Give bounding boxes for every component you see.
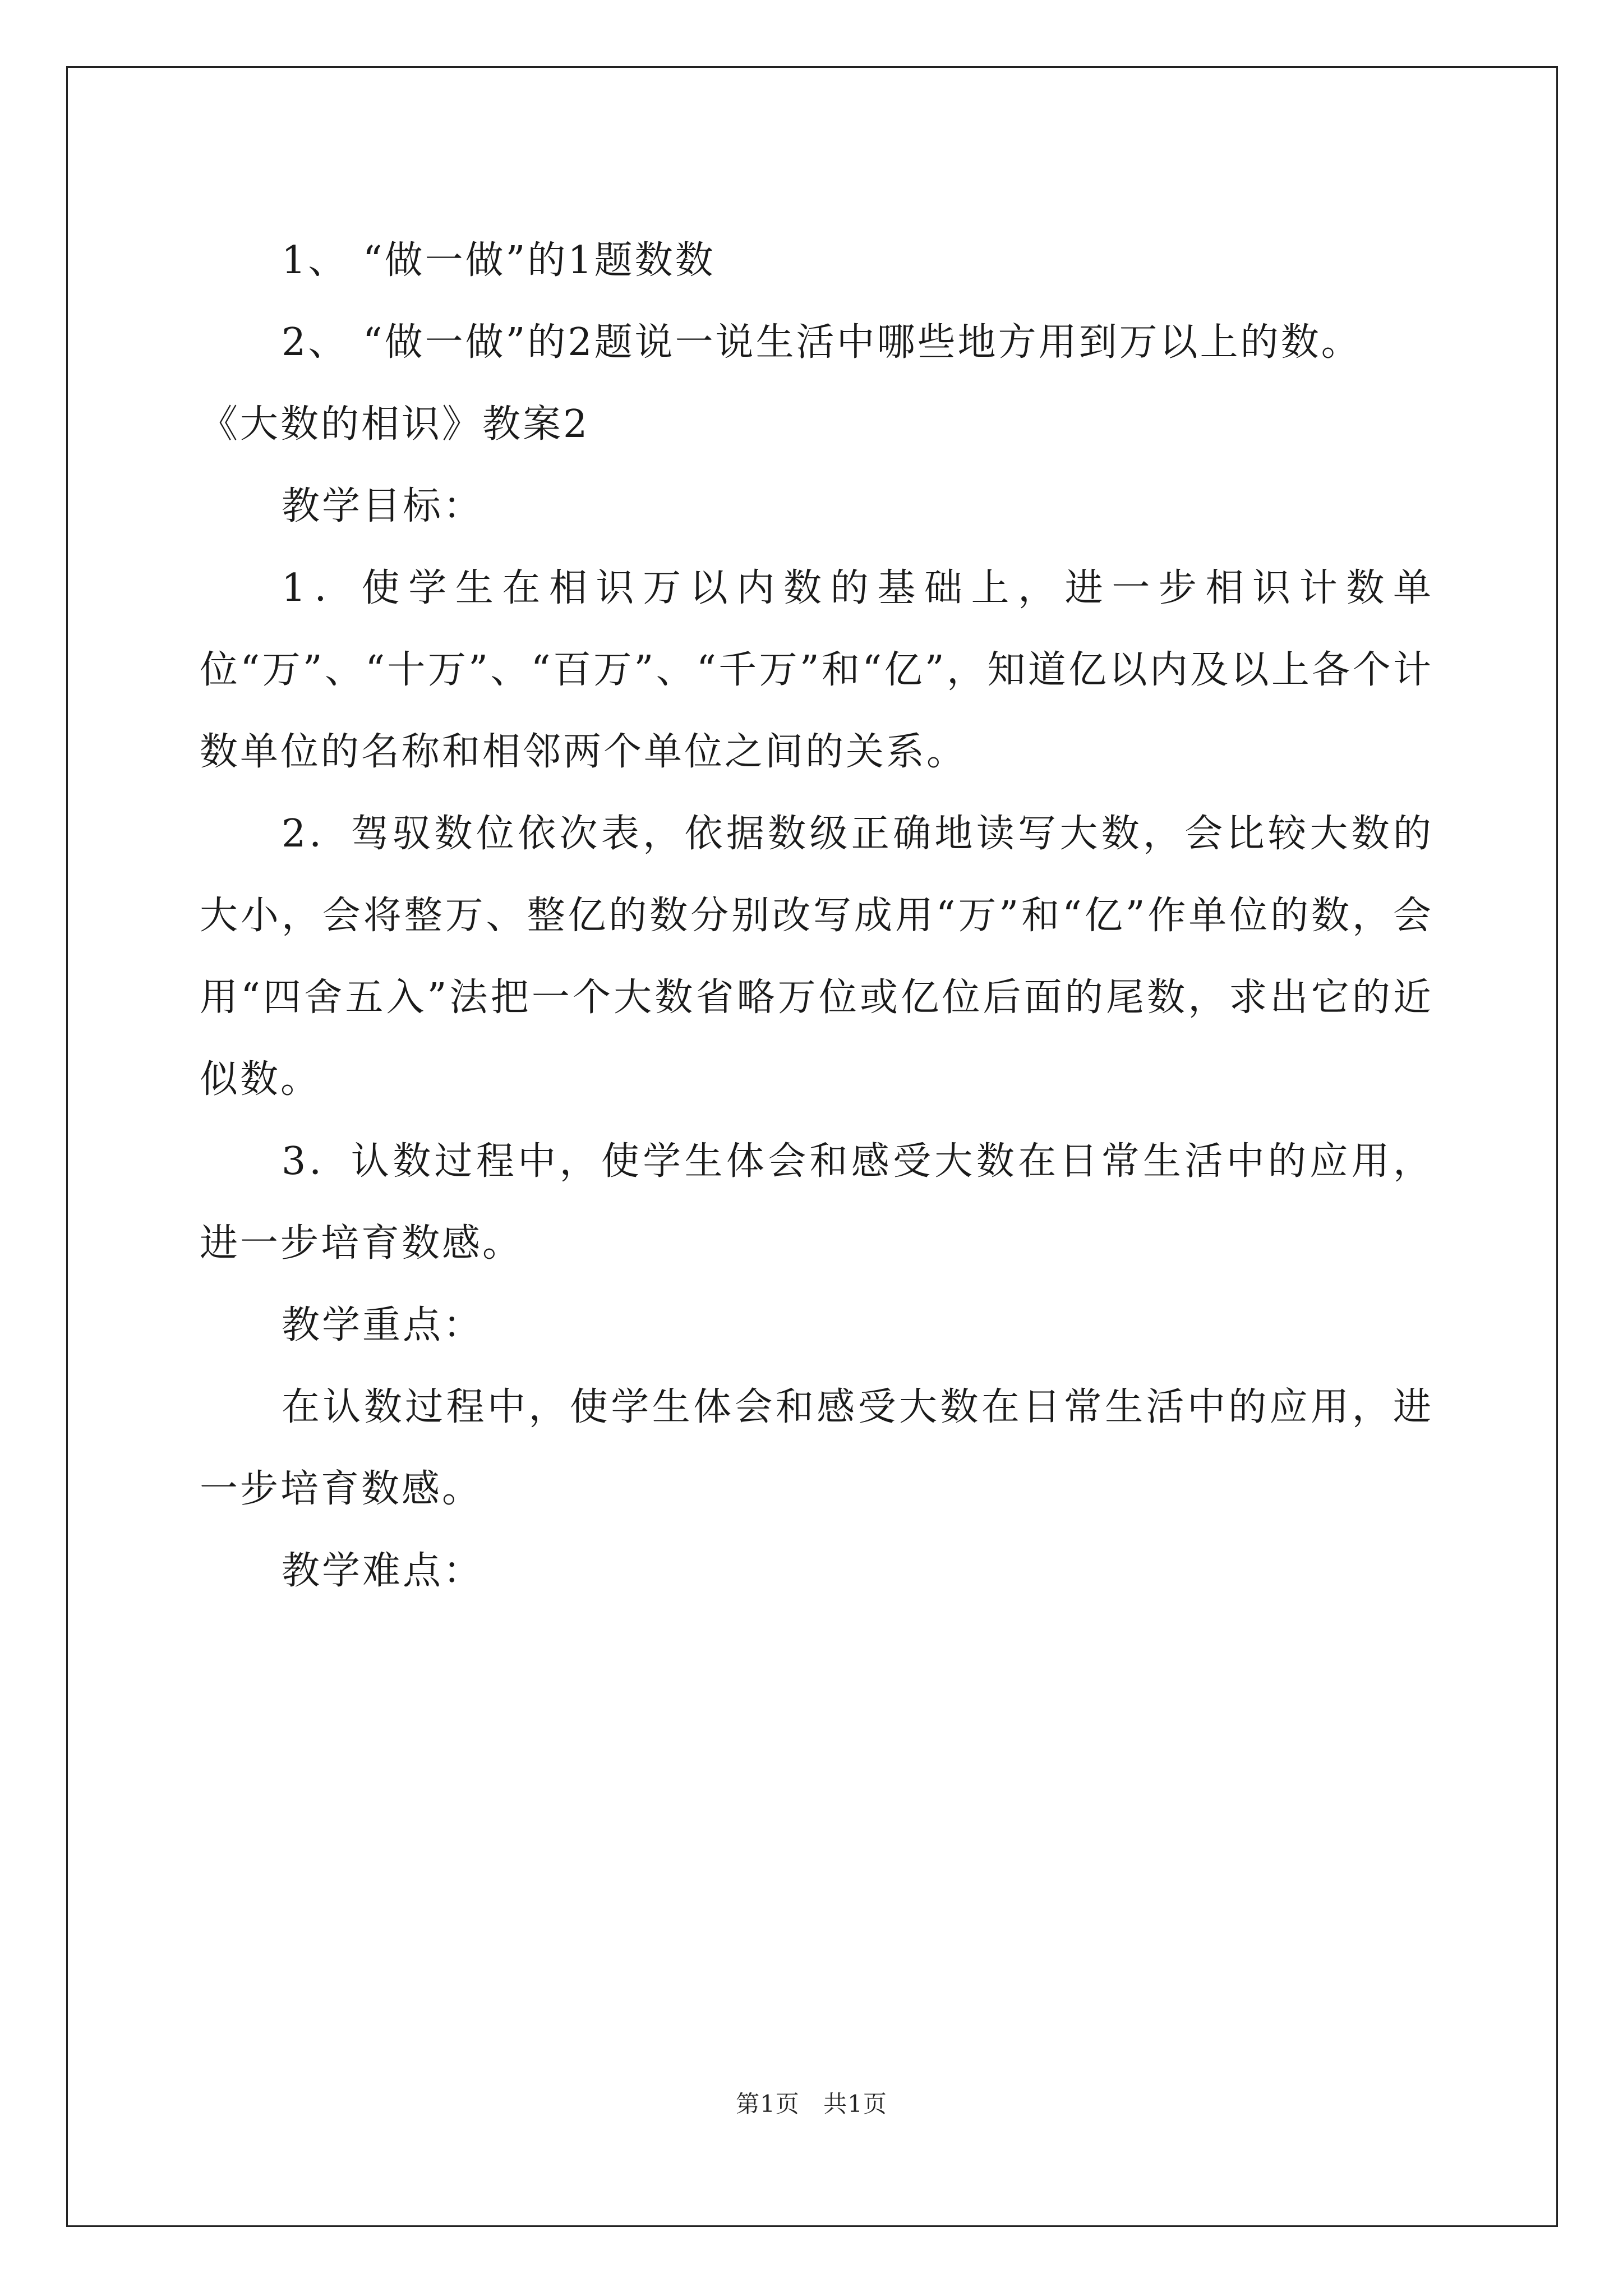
- heading-difficulties: 教学难点：: [282, 1549, 484, 1593]
- heading-key-points: 教学重点：: [282, 1303, 484, 1347]
- list-item-2: 2、 “做一做”的2题说一说生活中哪些地方用到万以上的数。: [282, 320, 1362, 365]
- list-item-1: 1、 “做一做”的1题数数: [282, 238, 716, 283]
- objective-3: 3．认数过程中，使学生体会和感受大数在日常生活中的应用，进一步培育数感。: [200, 1139, 1433, 1266]
- heading-objectives: 教学目标：: [282, 484, 484, 528]
- objective-1: 1．使学生在相识万以内数的基础上，进一步相识计数单位“万”、“十万”、“百万”、“千万”和“亿”，知道亿以内及以上各个计数单位的名称和相邻两个单位之间的关系。: [200, 566, 1433, 774]
- section-title: 《大数的相识》教案2: [200, 402, 590, 447]
- page-number: 第1页: [736, 2090, 800, 2118]
- document-body: [200, 220, 1433, 1612]
- page-footer: [0, 2086, 1623, 2119]
- page-total: 共1页: [823, 2090, 887, 2118]
- key-points-text: 在认数过程中，使学生体会和感受大数在日常生活中的应用，进一步培育数感。: [200, 1385, 1433, 1511]
- objective-2: 2．驾驭数位依次表，依据数级正确地读写大数，会比较大数的大小，会将整万、整亿的数分别改写成用“万”和“亿”作单位的数，会用“四舍五入”法把一个大数省略万位或亿位后面的尾数，求出它的近似数。: [200, 812, 1433, 1102]
